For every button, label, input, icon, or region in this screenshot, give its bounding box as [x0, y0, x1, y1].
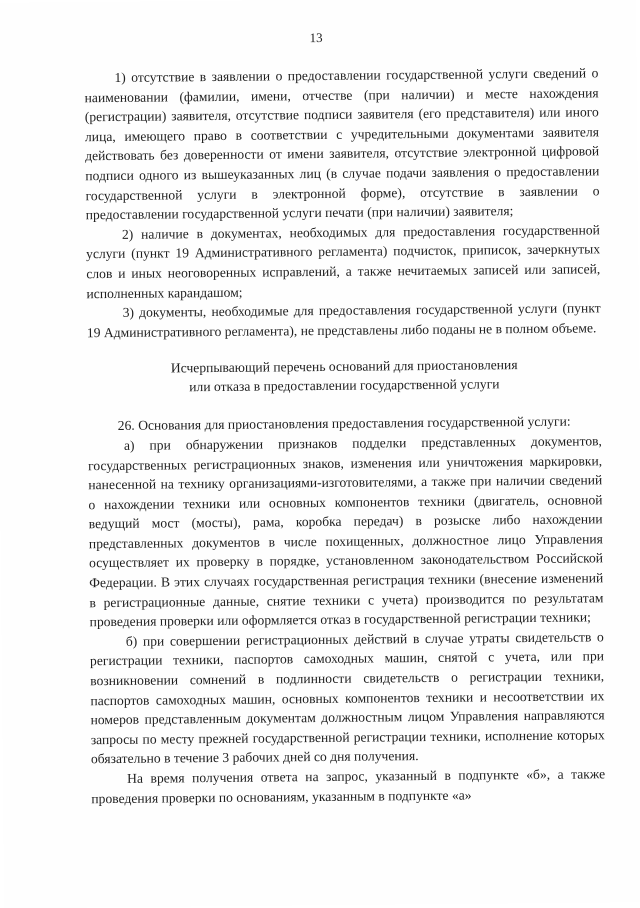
page-number: 13	[309, 29, 323, 46]
section-heading-line-1: Исчерпывающий перечень оснований для приостановления	[170, 357, 518, 376]
section-heading	[87, 355, 601, 398]
section-heading-line-2: или отказа в предоставлении государственной услуги	[189, 376, 500, 395]
paragraph-continuation: На время получения ответа на запрос, указанный в подпункте «б», а также проведения проверки по основаниям, указанным в подпункте «а»	[91, 766, 606, 806]
paragraph-subclause-b: б) при совершении регистрационных действий в случае утраты свидетельств о регистрации техники, паспортов самоходных машин, снятой с учета, или при возникновении сомнений в подлинности свидетельств о регистрации техники, паспортов самоходных машин, основных компонентов техники и несоответствии их номеров представленным документам должностным лицом Управления направляются запросы по месту прежней государственной регистрации техники, исполнение которых обязательно в течение 3 рабочих дней со дня получения.	[89, 629, 605, 767]
paragraph-item-1: 1) отсутствие в заявлении о предоставлении государственной услуги сведений о наименовании (фамилии, имени, отчестве (при наличии) и месте нахождения (регистрации) заявителя, отсутствие подписи заявителя (его представителя) или иного лица, имеющего право в соответствии с учредительными документами заявителя действовать без доверенности от имени заявителя, отсутствие электронной цифровой подписи одного из вышеуказанных лиц (в случае подачи заявления о предоставлении государственной услуги в электронной форме), отсутствие в заявлении о предоставлении государственной услуги печати (при наличии) заявителя;	[84, 65, 600, 223]
paragraph-clause-26: 26. Основания для приостановления предоставления государственной услуги:	[117, 413, 571, 434]
paragraph-item-2: 2) наличие в документах, необходимых для предоставления государственной услуги (пункт 19 Административного регламента) подчисток, приписок, зачеркнутых слов и иных неоговоренных исправлений, а также нечитаемых записей или записей, исполненных карандашом;	[86, 222, 601, 301]
document-body	[84, 63, 605, 808]
paragraph-subclause-a: а) при обнаружении признаков подделки представленных документов, государственных регистрационных знаков, изменения или уничтожения маркировки, нанесенной на технику организациями-изготовителями, а также при наличии сведений о нахождении техники или основных компонентов техники (двигатель, основной ведущий мост (мосты), рама, коробка передач) в розыске либо нахождении представленных документов в числе похищенных, должностное лицо Управления осуществляет их проверку в порядке, установленном законодательством Российской Федерации. В этих случаях государственная регистрация техники (внесение изменений в регистрационные данные, снятие техники с учета) производится по результатам проведения проверки или оформляется отказ в государственной регистрации техники;	[88, 433, 604, 630]
paragraph-item-3: 3) документы, необходимые для предоставления государственной услуги (пункт 19 Административного регламента), не представлены либо поданы не в полном объеме.	[86, 300, 601, 340]
